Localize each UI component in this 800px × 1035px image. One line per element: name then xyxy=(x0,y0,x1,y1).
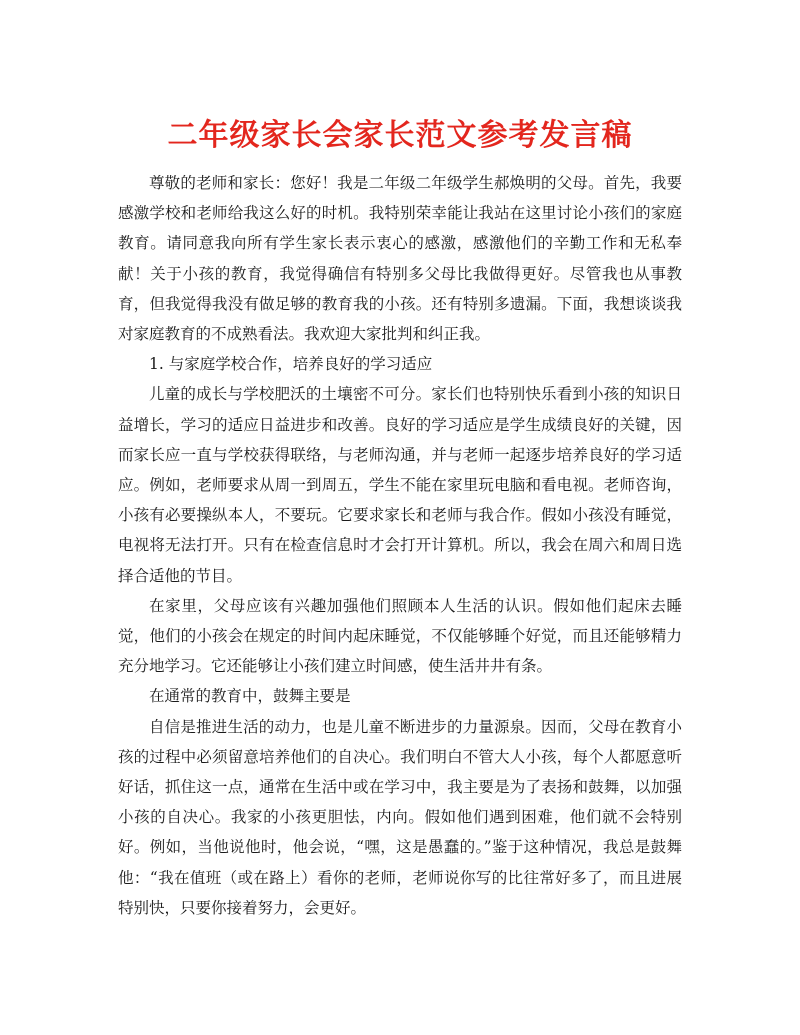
section-heading-2: 在通常的教育中，鼓舞主要是 xyxy=(149,687,351,706)
document-body xyxy=(118,168,682,923)
paragraph-home-routine: 在家里，父母应该有兴趣加强他们照顾本人生活的认识。假如他们起床去睡觉，他们的小孩会在规定的时间内起床睡觉，不仅能够睡个好觉，而且还能够精力充分地学习。它还能够让小孩们建立时间感，使生活井井有条。 xyxy=(118,596,682,676)
paragraph-confidence: 自信是推进生活的动力，也是儿童不断进步的力量源泉。因而，父母在教育小孩的过程中必须留意培养他们的自决心。我们明白不管大人小孩，每个人都愿意听好话，抓住这一点，通常在生活中或在学习中，我主要是为了表扬和鼓舞，以加强小孩的自决心。我家的小孩更胆怯，内向。假如他们遇到困难，他们就不会特别好。例如，当他说他时，他会说，“嘿，这是愚蠢的。”鉴于这种情况，我总是鼓舞他：“我在值班（或在路上）看你的老师，老师说你写的比往常好多了，而且进展特别快，只要你接着努力，会更好。 xyxy=(118,717,682,917)
paragraph-greeting: 尊敬的老师和家长：您好！我是二年级二年级学生郝焕明的父母。首先，我要感激学校和老师给我这么好的时机。我特别荣幸能让我站在这里讨论小孩们的家庭教育。请同意我向所有学生家长表示衷心的感激，感激他们的辛勤工作和无私奉献！关于小孩的教育，我觉得确信有特别多父母比我做得更好。尽管我也从事教育，但我觉得我没有做足够的教育我的小孩。还有特别多遗漏。下面，我想谈谈我对家庭教育的不成熟看法。我欢迎大家批判和纠正我。 xyxy=(118,174,682,344)
paragraph-school-cooperation: 儿童的成长与学校肥沃的土壤密不可分。家长们也特别快乐看到小孩的知识日益增长，学习的适应日益进步和改善。良好的学习适应是学生成绩良好的关键，因而家长应一直与学校获得联络，与老师沟通，并与老师一起逐步培养良好的学习适应。例如，老师要求从周一到周五，学生不能在家里玩电脑和看电视。老师咨询，小孩有必要操纵本人，不要玩。它要求家长和老师与我合作。假如小孩没有睡觉，电视将无法打开。只有在检查信息时才会打开计算机。所以，我会在周六和周日选择合适他的节目。 xyxy=(118,385,682,585)
document-title: 二年级家长会家长范文参考发言稿 xyxy=(167,118,633,153)
section-heading-1: 1. 与家庭学校合作，培养良好的学习适应 xyxy=(149,355,433,374)
